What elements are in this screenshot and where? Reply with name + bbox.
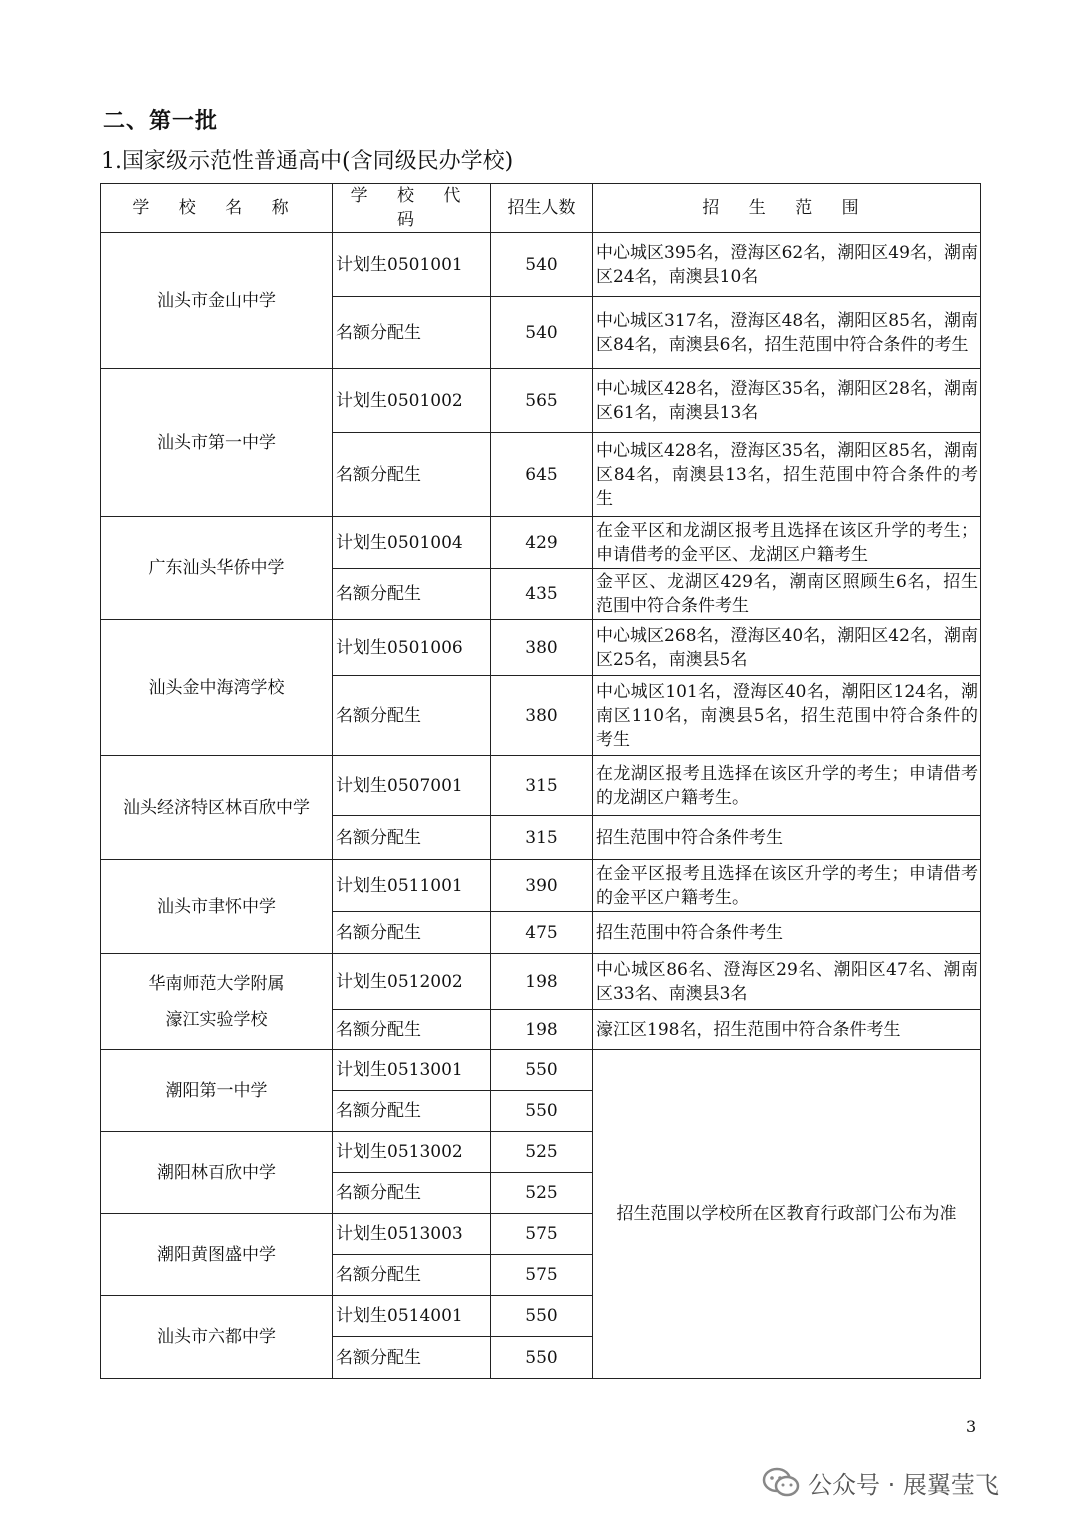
scope-cell: 在金平区报考且选择在该区升学的考生；申请借考的金平区户籍考生。: [593, 860, 981, 912]
header-school-code: 学 校 代 码: [333, 184, 491, 233]
watermark: [762, 1465, 999, 1500]
enrollment-cell: 315: [491, 816, 593, 860]
school-code-cell: 计划生0501002: [333, 369, 491, 433]
school-code-cell: 计划生0501004: [333, 517, 491, 569]
enrollment-cell: 550: [491, 1050, 593, 1091]
scope-cell: 中心城区395名，澄海区62名，潮阳区49名，潮南区24名，南澳县10名: [593, 233, 981, 297]
section-title: 二、第一批: [103, 109, 219, 134]
school-code-cell: 名额分配生: [333, 816, 491, 860]
school-code-cell: 名额分配生: [333, 1091, 491, 1132]
school-name-cell: 潮阳林百欣中学: [101, 1132, 333, 1214]
enrollment-cell: 540: [491, 297, 593, 369]
scope-cell: 濠江区198名，招生范围中符合条件考生: [593, 1010, 981, 1050]
school-code-cell: 名额分配生: [333, 1255, 491, 1296]
school-name-cell: 广东汕头华侨中学: [101, 517, 333, 620]
enrollment-cell: 429: [491, 517, 593, 569]
school-code-cell: 计划生0513001: [333, 1050, 491, 1091]
table-row: [101, 954, 981, 1010]
school-code-cell: 计划生0513003: [333, 1214, 491, 1255]
enrollment-cell: 390: [491, 860, 593, 912]
table-row: [101, 233, 981, 297]
school-code-cell: 计划生0507001: [333, 756, 491, 816]
enrollment-cell: 475: [491, 912, 593, 954]
table-row: [101, 517, 981, 569]
enrollment-cell: 540: [491, 233, 593, 297]
scope-cell: 金平区、龙湖区429名，潮南区照顾生6名，招生范围中符合条件考生: [593, 569, 981, 620]
school-code-cell: 计划生0501001: [333, 233, 491, 297]
scope-cell: 在金平区和龙湖区报考且选择在该区升学的考生；申请借考的金平区、龙湖区户籍考生: [593, 517, 981, 569]
school-name-cell: 汕头金中海湾学校: [101, 620, 333, 756]
school-name-cell: 汕头市聿怀中学: [101, 860, 333, 954]
table-row: [101, 369, 981, 433]
school-code-cell: 名额分配生: [333, 1173, 491, 1214]
merged-scope-cell: 招生范围以学校所在区教育行政部门公布为准: [593, 1050, 981, 1379]
scope-cell: 在龙湖区报考且选择在该区升学的考生；申请借考的龙湖区户籍考生。: [593, 756, 981, 816]
school-code-cell: 名额分配生: [333, 297, 491, 369]
school-name-cell: 汕头市金山中学: [101, 233, 333, 369]
enrollment-cell: 550: [491, 1296, 593, 1337]
watermark-text: 公众号 · 展翼莹飞: [808, 1471, 999, 1499]
school-name-cell: 潮阳黄图盛中学: [101, 1214, 333, 1296]
enrollment-cell: 565: [491, 369, 593, 433]
school-name-cell: [101, 954, 333, 1050]
table-row: [101, 756, 981, 816]
admission-table: [100, 183, 981, 1379]
enrollment-cell: 550: [491, 1337, 593, 1379]
school-code-cell: 名额分配生: [333, 433, 491, 517]
school-code-cell: 计划生0513002: [333, 1132, 491, 1173]
school-code-cell: 名额分配生: [333, 676, 491, 756]
header-scope: 招 生 范 围: [593, 184, 981, 233]
school-name-cell: 汕头经济特区林百欣中学: [101, 756, 333, 860]
school-name-line2: 濠江实验学校: [165, 1009, 268, 1030]
school-name-cell: 汕头市六都中学: [101, 1296, 333, 1379]
header-school-name: 学 校 名 称: [101, 184, 333, 233]
enrollment-cell: 435: [491, 569, 593, 620]
scope-cell: 中心城区101名，澄海区40名，潮阳区124名，潮南区110名，南澳县5名，招生范围中符合条件的考生: [593, 676, 981, 756]
enrollment-cell: 575: [491, 1255, 593, 1296]
school-code-cell: 名额分配生: [333, 912, 491, 954]
school-code-cell: 名额分配生: [333, 569, 491, 620]
scope-cell: 招生范围中符合条件考生: [593, 816, 981, 860]
scope-cell: 中心城区428名，澄海区35名，潮阳区28名，潮南区61名，南澳县13名: [593, 369, 981, 433]
enrollment-cell: 315: [491, 756, 593, 816]
enrollment-cell: 380: [491, 620, 593, 676]
subtitle: 1.国家级示范性普通高中(含同级民办学校): [101, 149, 514, 174]
school-code-cell: 计划生0511001: [333, 860, 491, 912]
table-row: [101, 1050, 981, 1091]
enrollment-cell: 198: [491, 1010, 593, 1050]
table-header-row: [101, 184, 981, 233]
school-name-cell: 潮阳第一中学: [101, 1050, 333, 1132]
enrollment-cell: 198: [491, 954, 593, 1010]
wechat-icon: [762, 1467, 800, 1499]
enrollment-cell: 525: [491, 1173, 593, 1214]
scope-cell: 中心城区86名、澄海区29名、潮阳区47名、潮南区33名、南澳县3名: [593, 954, 981, 1010]
enrollment-cell: 575: [491, 1214, 593, 1255]
scope-cell: 中心城区268名，澄海区40名，潮阳区42名，潮南区25名，南澳县5名: [593, 620, 981, 676]
school-code-cell: 计划生0514001: [333, 1296, 491, 1337]
school-name-line1: 华南师范大学附属: [148, 973, 285, 994]
enrollment-cell: 380: [491, 676, 593, 756]
school-code-cell: 名额分配生: [333, 1337, 491, 1379]
school-code-cell: 名额分配生: [333, 1010, 491, 1050]
enrollment-cell: 550: [491, 1091, 593, 1132]
school-code-cell: 计划生0512002: [333, 954, 491, 1010]
page-number: 3: [966, 1417, 977, 1436]
school-code-cell: 计划生0501006: [333, 620, 491, 676]
table-row: [101, 860, 981, 912]
enrollment-cell: 645: [491, 433, 593, 517]
header-enrollment: 招生人数: [491, 184, 593, 233]
enrollment-cell: 525: [491, 1132, 593, 1173]
scope-cell: 中心城区317名，澄海区48名，潮阳区85名，潮南区84名，南澳县6名，招生范围中符合条件的考生: [593, 297, 981, 369]
scope-cell: 中心城区428名，澄海区35名，潮阳区85名，潮南区84名，南澳县13名，招生范围中符合条件的考生: [593, 433, 981, 517]
table-row: [101, 620, 981, 676]
scope-cell: 招生范围中符合条件考生: [593, 912, 981, 954]
school-name-cell: 汕头市第一中学: [101, 369, 333, 517]
